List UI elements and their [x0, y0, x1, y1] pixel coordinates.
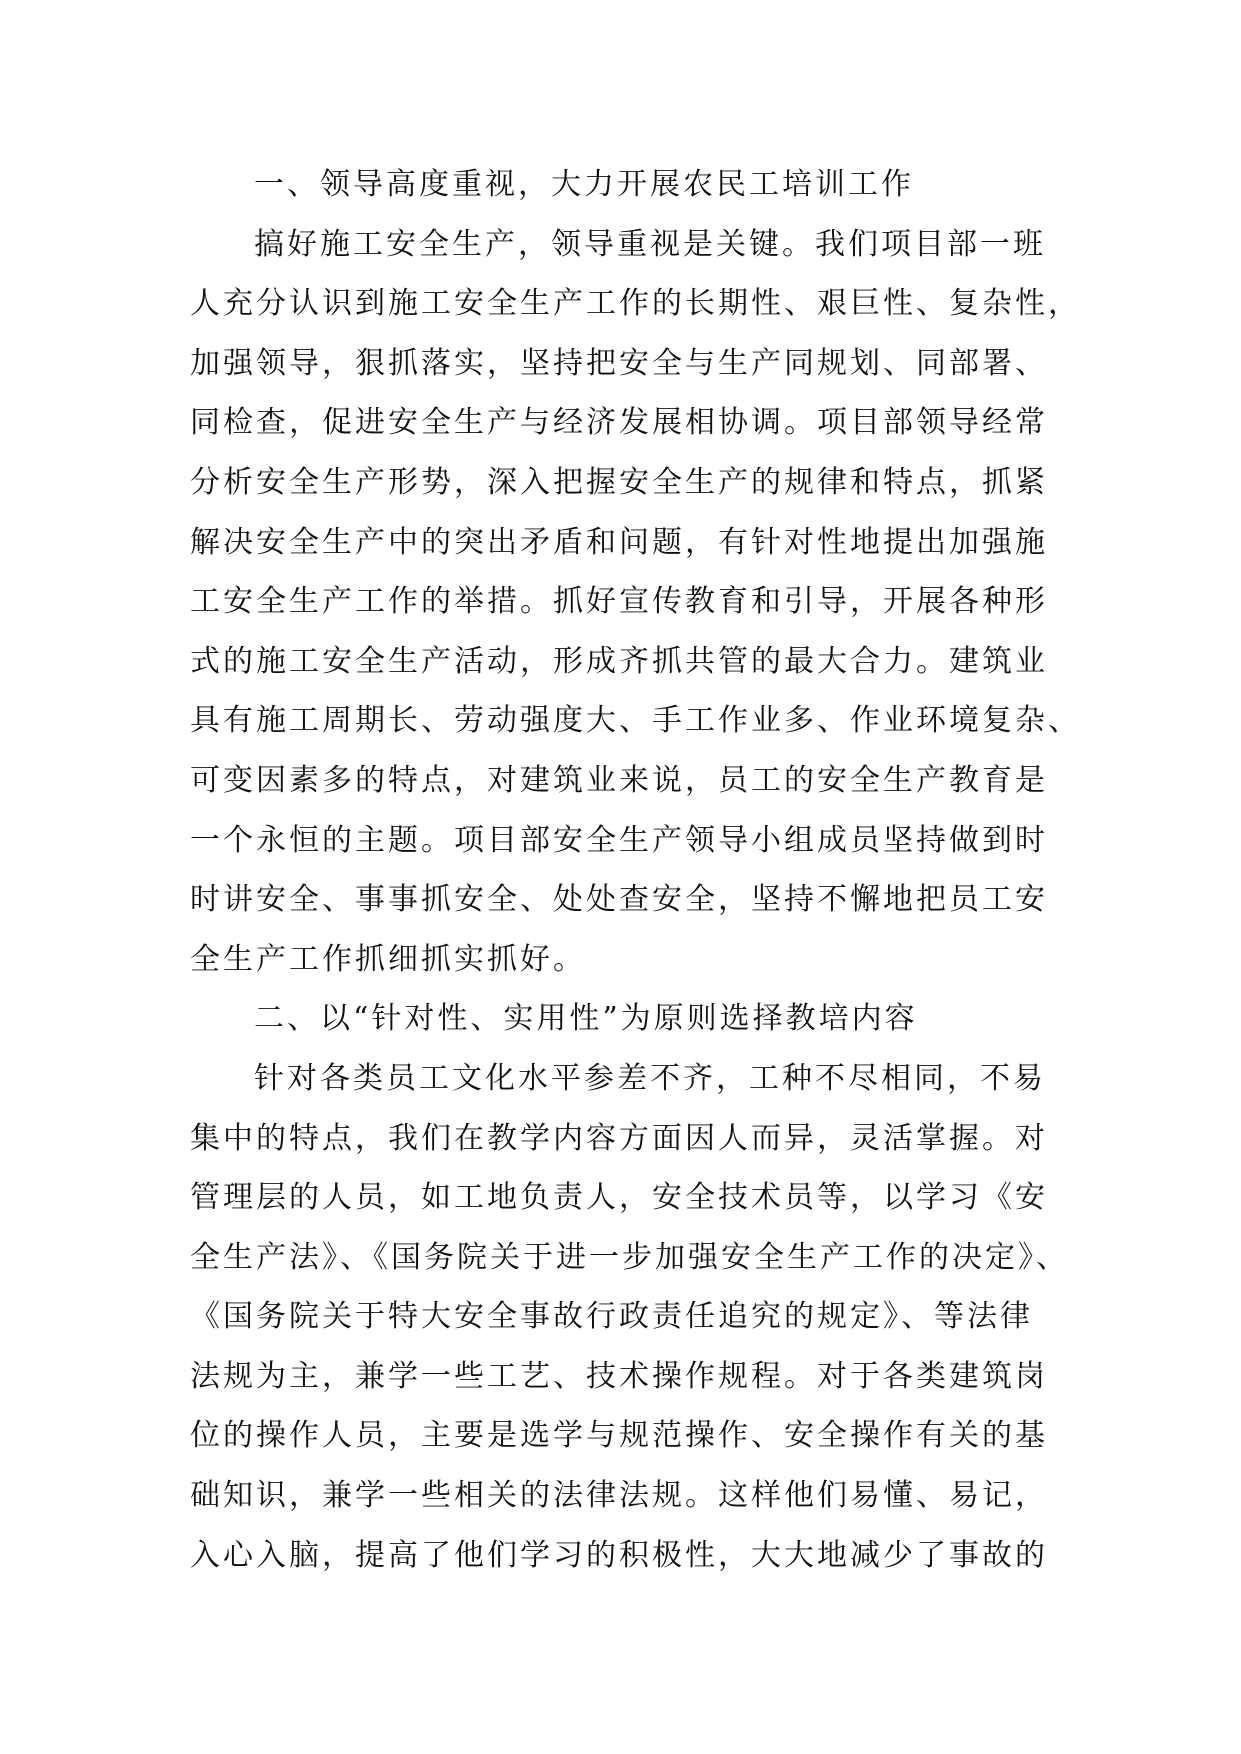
paragraph-line: 法规为主，兼学一些工艺、技术操作规程。对于各类建筑岗	[190, 1358, 1048, 1394]
paragraph-line: 全生产工作抓细抓实抓好。	[190, 941, 586, 977]
paragraph-line: 位的操作人员，主要是选学与规范操作、安全操作有关的基	[190, 1418, 1048, 1454]
paragraph-line: 搞好施工安全生产，领导重视是关键。我们项目部一班	[254, 226, 1046, 262]
paragraph-line: 针对各类员工文化水平参差不齐，工种不尽相同，不易	[254, 1060, 1046, 1096]
paragraph-line: 管理层的人员，如工地负责人，安全技术员等，以学习《安	[190, 1180, 1048, 1216]
section-heading-1: 一、领导高度重视，大力开展农民工培训工作	[254, 167, 914, 202]
paragraph-line: 加强领导，狠抓落实，坚持把安全与生产同规划、同部署、	[190, 345, 1048, 381]
paragraph-line: 入心入脑，提高了他们学习的积极性，大大地减少了事故的	[190, 1537, 1048, 1573]
paragraph-line: 《国务院关于特大安全事故行政责任追究的规定》、等法律	[190, 1299, 1033, 1335]
paragraph-line: 人充分认识到施工安全生产工作的长期性、艰巨性、复杂性，	[190, 286, 1081, 322]
paragraph-line: 工安全生产工作的举措。抓好宣传教育和引导，开展各种形	[190, 584, 1048, 620]
section-heading-2: 二、以“针对性、实用性”为原则选择教培内容	[254, 1001, 918, 1037]
paragraph-line: 础知识，兼学一些相关的法律法规。这样他们易懂、易记，	[190, 1478, 1048, 1514]
paragraph-line: 解决安全生产中的突出矛盾和问题，有针对性地提出加强施	[190, 524, 1048, 560]
paragraph-line: 分析安全生产形势，深入把握安全生产的规律和特点，抓紧	[190, 464, 1048, 500]
paragraph-line: 可变因素多的特点，对建筑业来说，员工的安全生产教育是	[190, 762, 1048, 798]
paragraph-line: 时讲安全、事事抓安全、处处查安全，坚持不懈地把员工安	[190, 882, 1048, 918]
paragraph-line: 具有施工周期长、劳动强度大、手工作业多、作业环境复杂、	[190, 703, 1081, 739]
document-body	[190, 155, 1090, 1585]
paragraph-line: 全生产法》、《国务院关于进一步加强安全生产工作的决定》、	[190, 1239, 1069, 1275]
paragraph-line: 式的施工安全生产活动，形成齐抓共管的最大合力。建筑业	[190, 643, 1048, 679]
paragraph-line: 一个永恒的主题。项目部安全生产领导小组成员坚持做到时	[190, 822, 1048, 858]
paragraph-line: 同检查，促进安全生产与经济发展相协调。项目部领导经常	[190, 405, 1048, 441]
paragraph-line: 集中的特点，我们在教学内容方面因人而异，灵活掌握。对	[190, 1120, 1048, 1156]
